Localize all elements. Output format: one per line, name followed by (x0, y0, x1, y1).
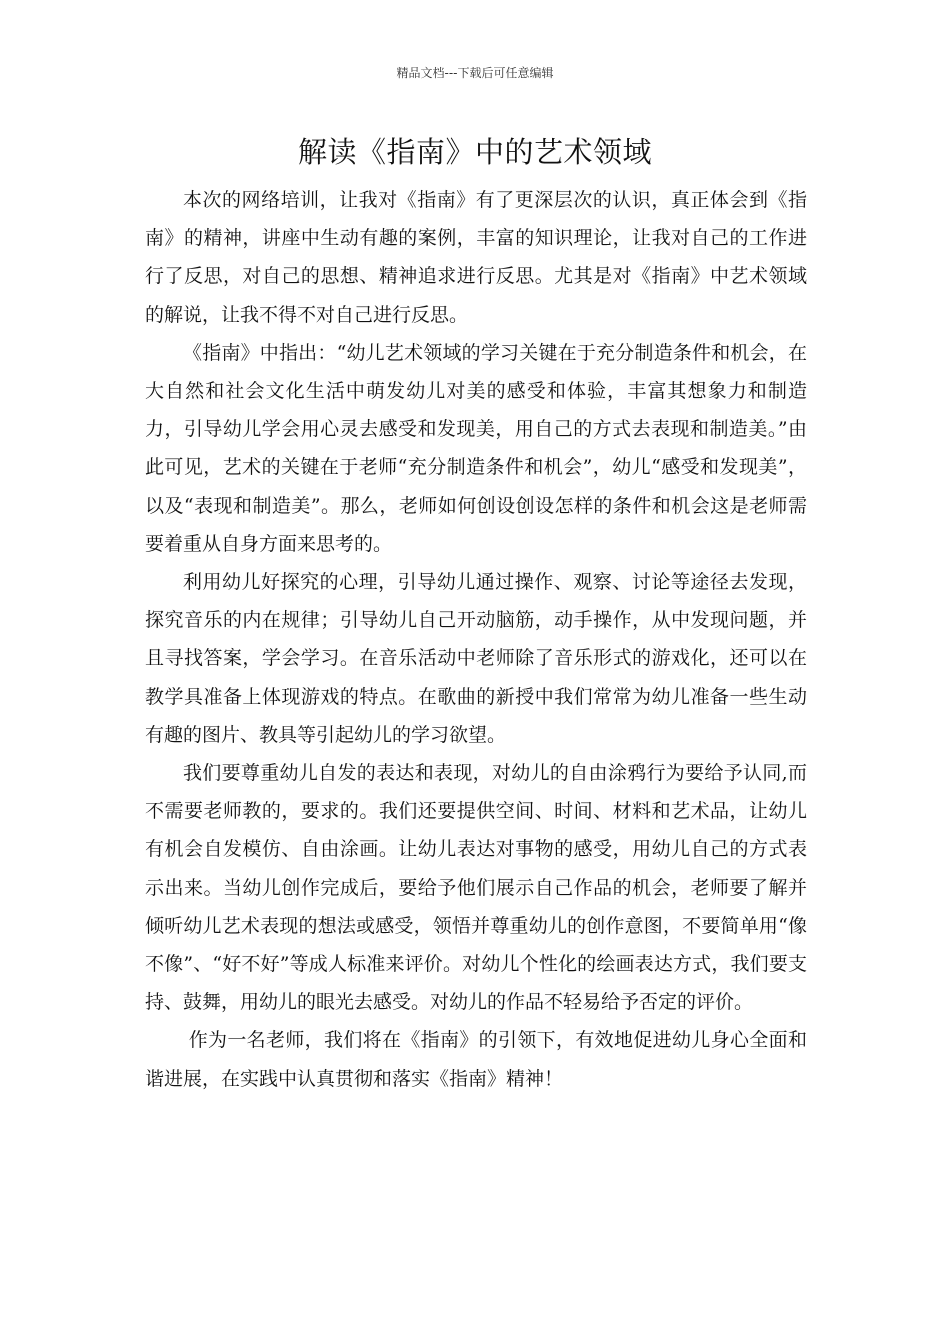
paragraph: 本次的网络培训，让我对《指南》有了更深层次的认识，真正体会到《指南》的精神，讲座中生动有趣的案例，丰富的知识理论，让我对自己的工作进行了反思，对自己的思想、精神追求进行反思。尤其是对《指南》中艺术领域的解说，让我不得不对自己进行反思。 (145, 189, 807, 326)
page-header: 精品文档---下载后可任意编辑 (396, 66, 554, 80)
paragraph: 《指南》中指出：“幼儿艺术领域的学习关键在于充分制造条件和机会，在大自然和社会文化生活中萌发幼儿对美的感受和体验，丰富其想象力和制造力，引导幼儿学会用心灵去感受和发现美，用自己的方式去表现和制造美。”由此可见，艺术的关键在于老师“充分制造条件和机会”，幼儿“感受和发现美”，以及“表现和制造美”。那么，老师如何创设创设怎样的条件和机会这是老师需要着重从自身方面来思考的。 (145, 341, 807, 555)
document-body (145, 181, 807, 1098)
paragraph: 作为一名老师，我们将在《指南》的引领下，有效地促进幼儿身心全面和谐进展，在实践中认真贯彻和落实《指南》精神！ (145, 1029, 807, 1090)
document-title: 解读《指南》中的艺术领域 (297, 135, 652, 169)
paragraph: 我们要尊重幼儿自发的表达和表现，对幼儿的自由涂鸦行为要给予认同,而不需要老师教的，要求的。我们还要提供空间、时间、材料和艺术品，让幼儿有机会自发模仿、自由涂画。让幼儿表达对事物的感受，用幼儿自己的方式表示出来。当幼儿创作完成后，要给予他们展示自己作品的机会，老师要了解并倾听幼儿艺术表现的想法或感受，领悟并尊重幼儿的创作意图，不要简单用“像不像”、“好不好”等成人标准来评价。对幼儿个性化的绘画表达方式，我们要支持、鼓舞，用幼儿的眼光去感受。对幼儿的作品不轻易给予否定的评价。 (145, 762, 807, 1014)
paragraph: 利用幼儿好探究的心理，引导幼儿通过操作、观察、讨论等途径去发现，探究音乐的内在规律；引导幼儿自己开动脑筋，动手操作，从中发现问题，并且寻找答案，学会学习。在音乐活动中老师除了音乐形式的游戏化，还可以在教学具准备上体现游戏的特点。在歌曲的新授中我们常常为幼儿准备一些生动有趣的图片、教具等引起幼儿的学习欲望。 (145, 571, 807, 746)
